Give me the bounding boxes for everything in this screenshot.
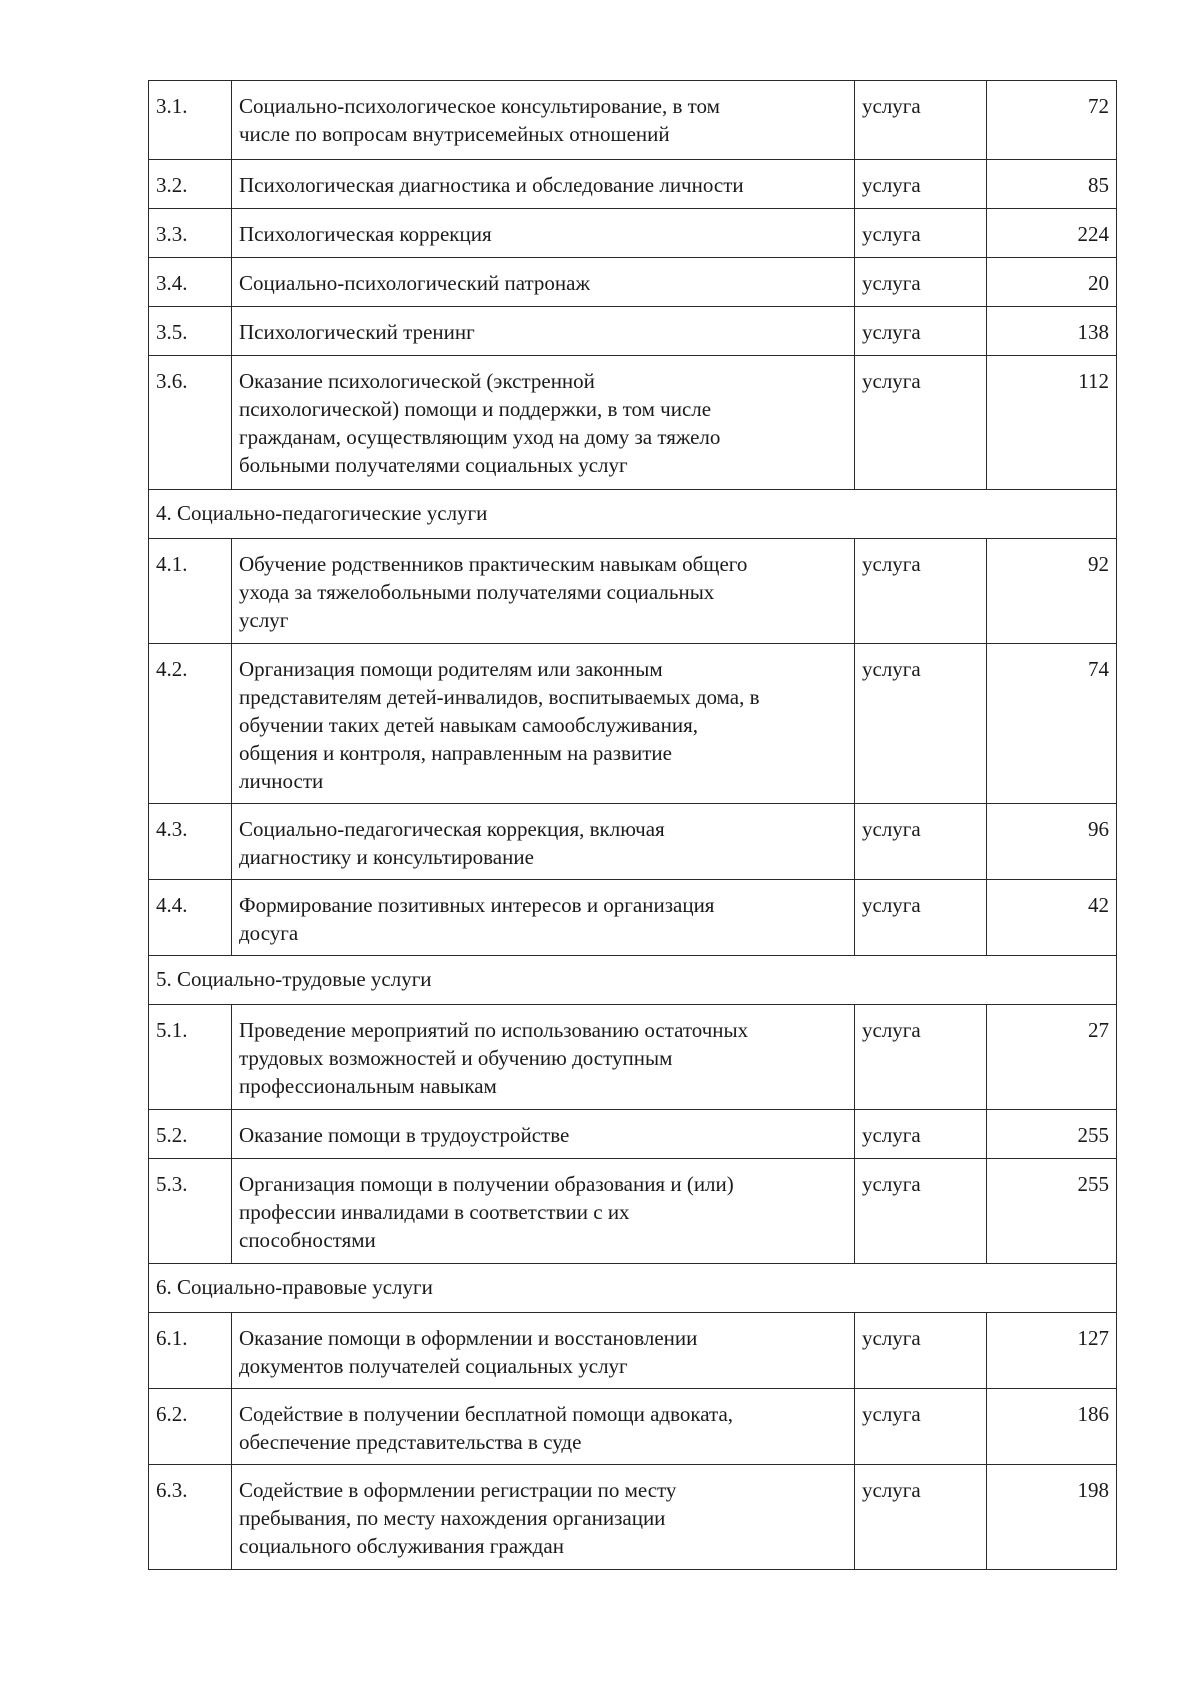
service-name: Оказание психологической (экстренной психологической) помощи и поддержки, в том числе гражданам, осуществляющим уход на дому за тяжело больными получателями социальных услуг (232, 356, 855, 490)
unit-of-measure: услуга (855, 1005, 987, 1110)
unit-of-measure: услуга (855, 258, 987, 307)
item-number: 4.2. (149, 644, 232, 804)
unit-of-measure: услуга (855, 1159, 987, 1264)
item-number: 6.2. (149, 1389, 232, 1465)
table-row (149, 307, 1117, 356)
service-name: Проведение мероприятий по использованию остаточных трудовых возможностей и обучению доступным профессиональным навыкам (232, 1005, 855, 1110)
service-name: Оказание помощи в оформлении и восстановлении документов получателей социальных услуг (232, 1313, 855, 1389)
unit-of-measure: услуга (855, 307, 987, 356)
section-header-row (149, 956, 1117, 1005)
service-quantity: 224 (987, 209, 1117, 258)
unit-of-measure: услуга (855, 804, 987, 880)
item-number: 3.2. (149, 160, 232, 209)
item-number: 3.4. (149, 258, 232, 307)
item-number: 3.6. (149, 356, 232, 490)
service-name: Психологический тренинг (232, 307, 855, 356)
unit-of-measure: услуга (855, 644, 987, 804)
service-quantity: 112 (987, 356, 1117, 490)
table-row (149, 539, 1117, 644)
service-quantity: 186 (987, 1389, 1117, 1465)
table-row (149, 880, 1117, 956)
service-name: Содействие в получении бесплатной помощи адвоката, обеспечение представительства в суде (232, 1389, 855, 1465)
service-name: Организация помощи родителям или законным представителям детей-инвалидов, воспитываемых дома, в обучении таких детей навыкам самообслуживания, общения и контроля, направленным на развитие личности (232, 644, 855, 804)
table-row (149, 356, 1117, 490)
table-row (149, 81, 1117, 160)
unit-of-measure: услуга (855, 539, 987, 644)
service-quantity: 92 (987, 539, 1117, 644)
service-quantity: 255 (987, 1110, 1117, 1159)
service-quantity: 72 (987, 81, 1117, 160)
item-number: 5.1. (149, 1005, 232, 1110)
item-number: 4.1. (149, 539, 232, 644)
service-quantity: 27 (987, 1005, 1117, 1110)
item-number: 3.3. (149, 209, 232, 258)
service-name: Психологическая диагностика и обследование личности (232, 160, 855, 209)
service-quantity: 20 (987, 258, 1117, 307)
unit-of-measure: услуга (855, 880, 987, 956)
unit-of-measure: услуга (855, 1313, 987, 1389)
unit-of-measure: услуга (855, 160, 987, 209)
table-row (149, 804, 1117, 880)
section-title: 4. Социально-педагогические услуги (149, 490, 1117, 539)
service-name: Психологическая коррекция (232, 209, 855, 258)
services-table (148, 80, 1117, 1570)
table-row (149, 644, 1117, 804)
service-quantity: 42 (987, 880, 1117, 956)
table-row (149, 1005, 1117, 1110)
service-quantity: 96 (987, 804, 1117, 880)
unit-of-measure: услуга (855, 1465, 987, 1570)
item-number: 3.5. (149, 307, 232, 356)
unit-of-measure: услуга (855, 81, 987, 160)
service-name: Социально-педагогическая коррекция, включая диагностику и консультирование (232, 804, 855, 880)
section-title: 6. Социально-правовые услуги (149, 1264, 1117, 1313)
section-title: 5. Социально-трудовые услуги (149, 956, 1117, 1005)
services-table-body (149, 81, 1117, 1570)
service-name: Оказание помощи в трудоустройстве (232, 1110, 855, 1159)
table-row (149, 1389, 1117, 1465)
unit-of-measure: услуга (855, 209, 987, 258)
table-row (149, 160, 1117, 209)
item-number: 3.1. (149, 81, 232, 160)
service-quantity: 74 (987, 644, 1117, 804)
section-header-row (149, 1264, 1117, 1313)
table-row (149, 1313, 1117, 1389)
table-row (149, 209, 1117, 258)
item-number: 4.3. (149, 804, 232, 880)
unit-of-measure: услуга (855, 1389, 987, 1465)
item-number: 5.2. (149, 1110, 232, 1159)
service-quantity: 138 (987, 307, 1117, 356)
service-name: Социально-психологический патронаж (232, 258, 855, 307)
unit-of-measure: услуга (855, 1110, 987, 1159)
service-name: Социально-психологическое консультирование, в том числе по вопросам внутрисемейных отношений (232, 81, 855, 160)
item-number: 5.3. (149, 1159, 232, 1264)
service-quantity: 127 (987, 1313, 1117, 1389)
item-number: 6.1. (149, 1313, 232, 1389)
service-quantity: 85 (987, 160, 1117, 209)
table-row (149, 1110, 1117, 1159)
service-name: Содействие в оформлении регистрации по месту пребывания, по месту нахождения организации социального обслуживания граждан (232, 1465, 855, 1570)
unit-of-measure: услуга (855, 356, 987, 490)
table-row (149, 1465, 1117, 1570)
service-quantity: 255 (987, 1159, 1117, 1264)
section-header-row (149, 490, 1117, 539)
service-name: Обучение родственников практическим навыкам общего ухода за тяжелобольными получателями социальных услуг (232, 539, 855, 644)
table-row (149, 258, 1117, 307)
item-number: 4.4. (149, 880, 232, 956)
service-quantity: 198 (987, 1465, 1117, 1570)
service-name: Организация помощи в получении образования и (или) профессии инвалидами в соответствии с их способностями (232, 1159, 855, 1264)
item-number: 6.3. (149, 1465, 232, 1570)
service-name: Формирование позитивных интересов и организация досуга (232, 880, 855, 956)
table-row (149, 1159, 1117, 1264)
